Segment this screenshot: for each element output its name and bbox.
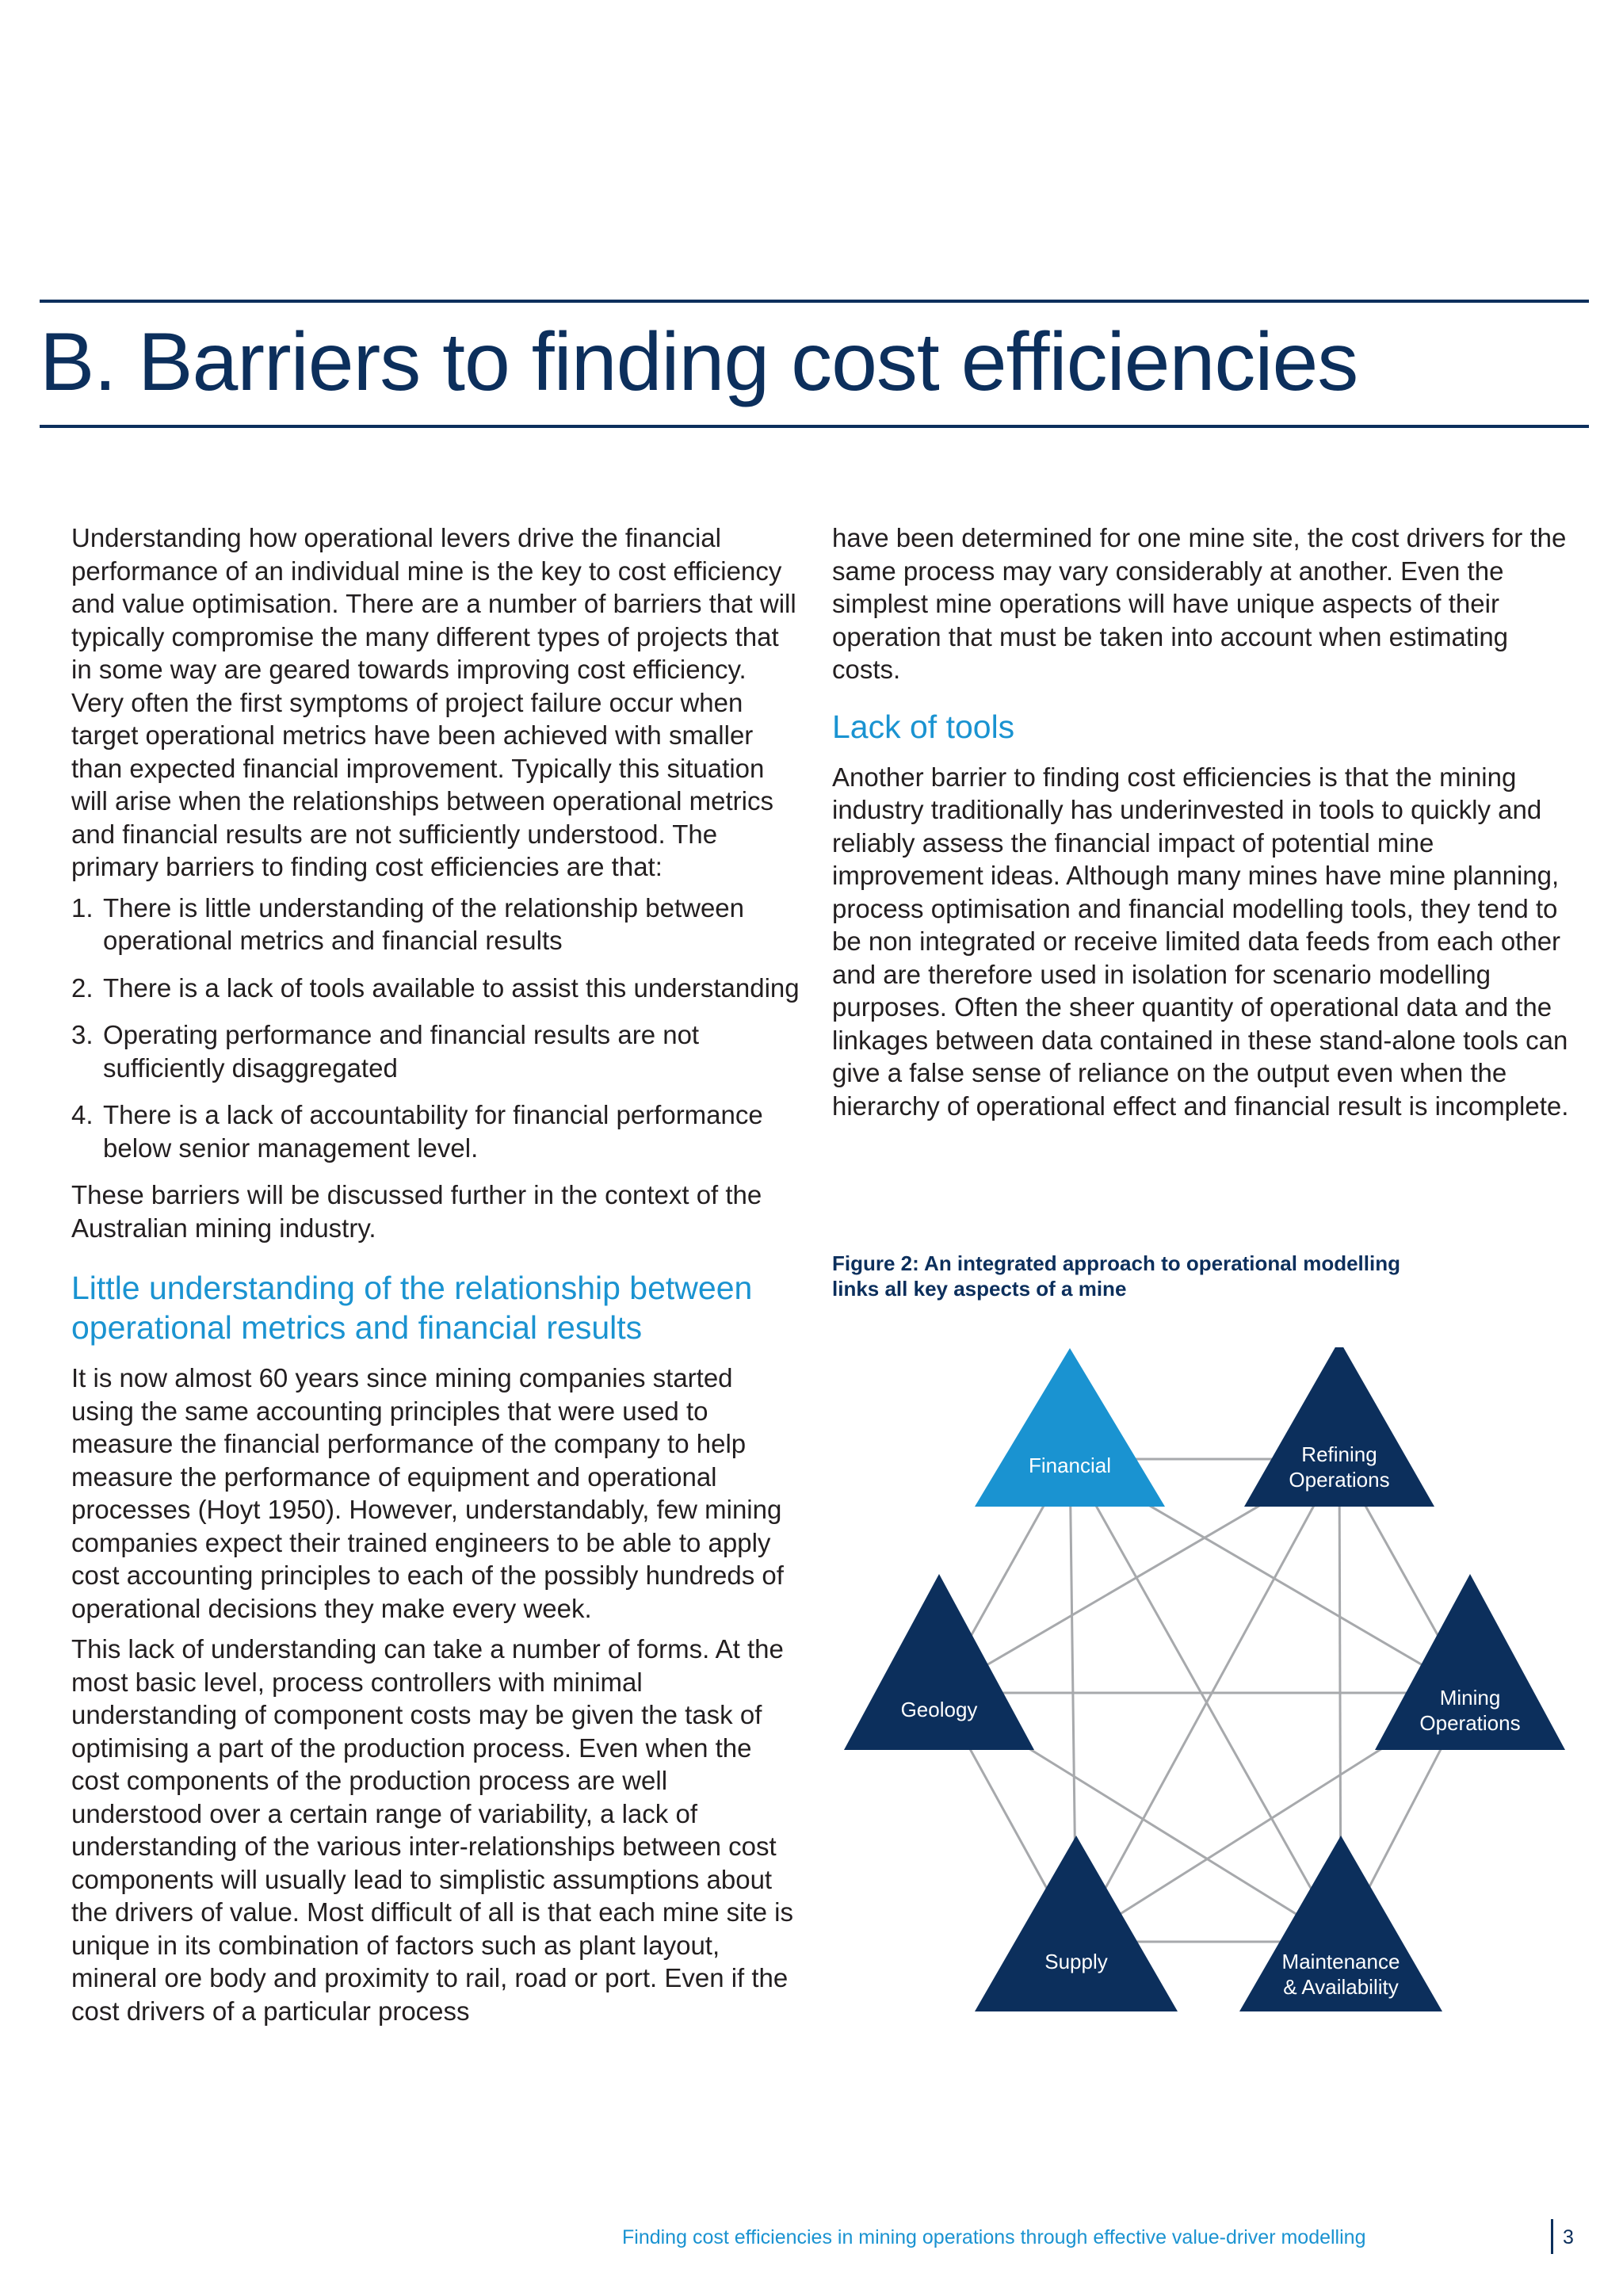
list-item <box>71 1018 800 1084</box>
left-column <box>71 521 800 2035</box>
node-label-maintenance-line-1: Maintenance <box>1281 1950 1400 1973</box>
title-bottom-rule <box>40 425 1589 428</box>
list-item-number: 3. <box>71 1020 94 1049</box>
section2-paragraph-1: Another barrier to finding cost efficiencies is that the mining industry traditionally has underinvested in tools to quickly and reliably assess the financial impact of potential mine improvement ideas. Although many mines have mine planning, process optimisation and financial modelling tools, they tend to be non integrated or receive limited data feeds from each other and are therefore used in isolation for scenario modelling purposes. Often the sheer quantity of operational data and the linkages between data contained in these stand-alone tools can give a false sense of reliance on the output even when the hierarchy of operational effect and financial result is incomplete. <box>832 762 1569 1121</box>
node-label-mining-line-1: Mining <box>1439 1686 1501 1710</box>
list-item-number: 2. <box>71 972 94 1003</box>
list-item <box>71 972 800 1005</box>
node-label-mining-line-2: Operations <box>1419 1711 1521 1735</box>
list-item-number: 4. <box>71 1100 94 1129</box>
node-maintenance-availability <box>1239 1836 1442 2011</box>
list-item-text: Operating performance and financial results are not sufficiently disaggregated <box>103 1020 700 1083</box>
geology-triangle <box>844 1574 1034 1750</box>
list-item-number: 1. <box>71 892 94 923</box>
node-geology <box>844 1574 1034 1750</box>
section-heading-lack-of-tools: Lack of tools <box>832 708 1015 745</box>
node-label-supply: Supply <box>1044 1950 1108 1973</box>
footer-divider <box>1551 2219 1553 2254</box>
list-item <box>71 1098 800 1164</box>
node-financial <box>975 1348 1165 1507</box>
node-label-geology: Geology <box>900 1698 978 1721</box>
figure-caption-line-2: links all key aspects of a mine <box>832 1277 1127 1301</box>
continuation-paragraph: have been determined for one mine site, the cost drivers for the same process may vary considerably at another. Even the simplest mine operations will have unique aspects of their operation that must be taken into account when estimating costs. <box>832 523 1567 684</box>
list-item-text: There is a lack of accountability for financial performance below senior management level. <box>103 1100 763 1163</box>
page-title: B. Barriers to finding cost efficiencies <box>40 316 1358 408</box>
list-item-text: There is little understanding of the relationship between operational metrics and financial results <box>103 892 744 955</box>
list-item <box>71 892 800 957</box>
figure-caption <box>832 1251 1466 1301</box>
section1-paragraph-1: It is now almost 60 years since mining companies started using the same accounting principles that were used to measure the financial performance of the company to help measure the performance of equipment and operational processes (Hoyt 1950). However, understandably, few mining companies expect their trained engineers to be able to apply cost accounting principles to each of the possibly hundreds of operational decisions they make every week. <box>71 1363 784 1623</box>
node-mining-operations <box>1375 1574 1565 1750</box>
node-refining-operations <box>1244 1347 1434 1507</box>
node-supply <box>975 1836 1178 2011</box>
operational-model-diagram <box>824 1347 1577 2029</box>
footer-text: Finding cost efficiencies in mining operations through effective value-driver modelling <box>622 2226 1366 2248</box>
node-label-refining-line-2: Operations <box>1289 1468 1390 1492</box>
list-item-text: There is a lack of tools available to assist this understanding <box>103 972 800 1003</box>
connector-lines <box>939 1459 1470 1942</box>
barriers-list <box>71 892 800 1165</box>
diagram-svg <box>824 1347 1577 2029</box>
page-number: 3 <box>1563 2226 1574 2248</box>
intro-paragraph: Understanding how operational levers drive the financial performance of an individual mine is the key to cost efficiency and value optimisation. There are a number of barriers that will typically compromise the many different types of projects that in some way are geared towards improving cost efficiency. Very often the first symptoms of project failure occur when target operational metrics have been achieved with smaller than expected financial improvement. Typically this situation will arise when the relationships between operational metrics and financial results are not sufficiently understood. The primary barriers to finding cost efficiencies are that: <box>71 523 796 881</box>
financial-triangle <box>975 1348 1165 1507</box>
node-label-refining-line-1: Refining <box>1301 1442 1377 1466</box>
node-label-financial: Financial <box>1028 1454 1112 1477</box>
supply-triangle <box>975 1836 1178 2011</box>
section1-paragraph-2: This lack of understanding can take a number of forms. At the most basic level, process controllers with minimal understanding of component costs may be given the task of optimising a part of the production process. Even when the cost components of the production process are well understood over a certain range of variability, a lack of understanding of the various inter-relationships between cost components will usually lead to simplistic assumptions about the drivers of value. Most difficult of all is that each mine site is unique in its combination of factors such as plant layout, mineral ore body and proximity to rail, road or port. Even if the cost drivers of a particular process <box>71 1634 793 2026</box>
figure-caption-line-1: Figure 2: An integrated approach to operational modelling <box>832 1251 1400 1275</box>
node-label-maintenance-line-2: & Availability <box>1283 1975 1399 1999</box>
closing-paragraph: These barriers will be discussed further in the context of the Australian mining industry. <box>71 1180 762 1243</box>
title-top-rule <box>40 300 1589 303</box>
section-heading-relationship: Little understanding of the relationship between operational metrics and financial results <box>71 1270 753 1346</box>
right-column <box>832 521 1573 1130</box>
